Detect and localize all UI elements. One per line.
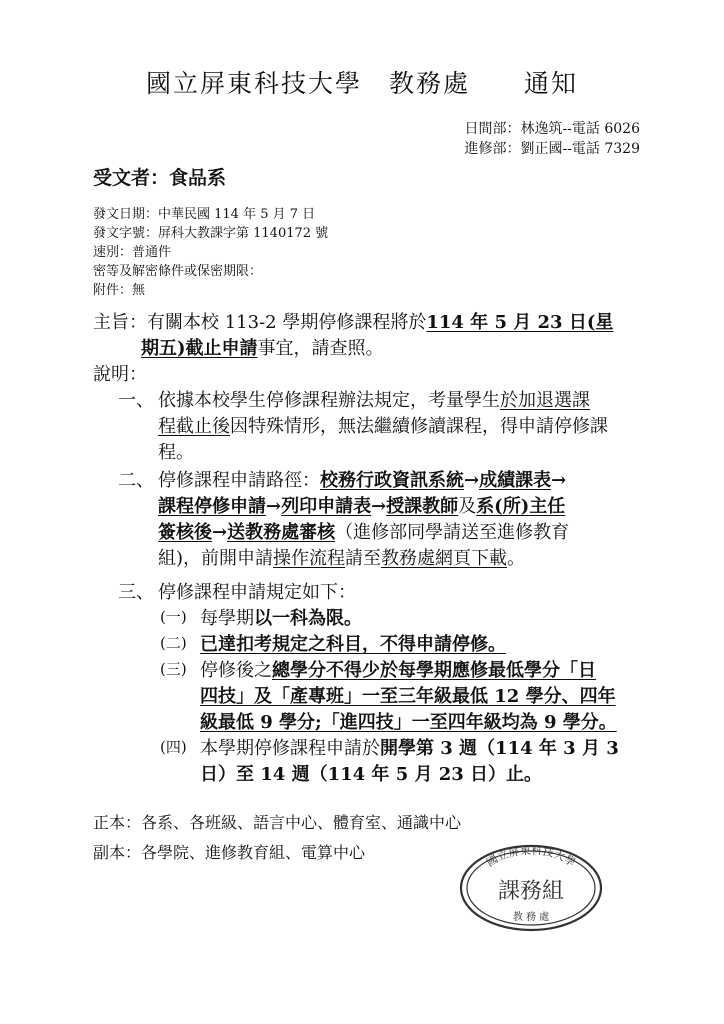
item3-number: 三、 — [118, 582, 154, 603]
subject-text-1a: 主旨：有關本校 113-2 學期停修課程將於 — [93, 312, 427, 333]
item2-line-2 — [158, 492, 565, 518]
item2-text-4e: 。 — [507, 548, 526, 569]
arrow-right-icon: → — [371, 496, 387, 517]
item1-line-1 — [158, 386, 590, 412]
step-withdraw-apply: 課程停修申請 — [158, 496, 266, 517]
rule1-text-a: 每學期 — [200, 608, 254, 629]
arrow-right-icon: → — [212, 522, 228, 543]
rule4-text-a: 本學期停修課程申請於 — [200, 738, 380, 759]
rule3-line-1 — [200, 656, 596, 682]
rule1-number: (一) — [160, 608, 187, 626]
rule3-text-b: 總學分不得少於每學期應修最低學分「日 — [272, 660, 596, 681]
item1-text-1a: 依據本校學生停修課程辦法規定，考量學生 — [158, 390, 500, 411]
rule1-text — [200, 604, 362, 630]
step-grades: 成績課表 — [479, 470, 552, 491]
rule4-line-1 — [200, 734, 619, 760]
item1-text-2a: 程截止後 — [158, 416, 230, 437]
subject-text-2b: 事宜，請查照。 — [257, 338, 384, 359]
step-print-form: 列印申請表 — [281, 496, 372, 517]
item1-text-1b: 於加退選課 — [500, 390, 590, 411]
arrow-right-icon: → — [266, 496, 282, 517]
item1-text-2b: 因特殊情形，無法繼續修讀課程，得申請停修課 — [230, 416, 608, 437]
seal-ring-text: 國立屏東科技大學 — [484, 843, 578, 870]
item1-line-2 — [158, 412, 608, 438]
rule1-text-b: 以一科為限。 — [254, 608, 362, 629]
step-signed: 簽核後 — [158, 522, 212, 543]
rule3-text-a: 停修後之 — [200, 660, 272, 681]
meta-attachment: 附件：無 — [93, 283, 146, 298]
subject-deadline: 114 年 5 月 23 日(星 — [426, 312, 614, 333]
rule3-line-3: 級最低 9 學分;「進四技」一至四年級均為 9 學分。 — [200, 712, 617, 733]
rule3-line-2: 四技」及「產專班」一至三年級最低 12 學分、四年 — [200, 686, 616, 707]
meta-secrecy: 密等及解密條件或保密期限： — [93, 264, 263, 279]
step-academic-review: 送教務處審核 — [227, 522, 336, 543]
subject-deadline-end: 期五)截止申請 — [141, 338, 258, 359]
recipient: 受文者：食品系 — [93, 167, 227, 189]
item3-heading: 停修課程申請規定如下： — [158, 582, 356, 603]
arrow-right-icon: → — [464, 470, 480, 491]
seal-center-text: 課務組 — [497, 879, 565, 904]
step-instructor: 授課教師 — [386, 496, 459, 517]
item2-text-4a: 組)，前開申請 — [158, 548, 274, 569]
page-title: 國立屏東科技大學 教務處 通知 — [145, 69, 578, 98]
rule2-number: (二) — [160, 634, 187, 652]
item1-line-3: 程。 — [158, 442, 194, 463]
contact-night: 進修部：劉正國--電話 7329 — [464, 141, 640, 157]
item2-text-4c: 請至 — [345, 548, 382, 569]
item2-line-4 — [158, 544, 525, 570]
subject-line-2 — [141, 334, 384, 360]
meta-doc-no: 發文字號：屏科大教課字第 1140172 號 — [93, 226, 329, 241]
meta-speed: 速別：普通件 — [93, 245, 172, 260]
rule4-text-b: 開學第 3 週（114 年 3 月 3 — [380, 738, 619, 759]
item2-line-1 — [158, 466, 566, 492]
office-seal-stamp — [456, 840, 606, 932]
meta-date: 發文日期：中華民國 114 年 5 月 7 日 — [93, 207, 316, 222]
item2-line-3 — [158, 518, 569, 544]
rule4-line-2: 日）至 14 週（114 年 5 月 23 日）止。 — [200, 764, 543, 785]
step-student-system: 校務行政資訊系統 — [320, 470, 464, 491]
contact-day: 日間部：林逸筑--電話 6026 — [464, 121, 640, 137]
subject-line-1 — [93, 308, 613, 334]
rule4-number: (四) — [160, 738, 187, 756]
item2-text-3tail: （進修部同學請送至進修教育 — [335, 522, 570, 543]
distribution-original: 正本：各系、各班級、語言中心、體育室、通識中心 — [93, 813, 462, 832]
rule2-text: 已達扣考規定之科目，不得申請停修。 — [200, 634, 506, 655]
explain-label: 說明： — [93, 364, 147, 385]
step-department-head: 系(所)主任 — [476, 496, 566, 517]
distribution-copy: 副本：各學院、進修教育組、電算中心 — [93, 843, 366, 862]
item2-download: 教務處網頁下載 — [381, 548, 508, 569]
item2-procedure: 操作流程 — [273, 548, 346, 569]
arrow-right-icon: → — [551, 470, 567, 491]
rule3-number: (三) — [160, 660, 187, 678]
step-and: 及 — [458, 496, 477, 517]
seal-bottom-text: 教 務 處 — [512, 912, 550, 923]
item1-number: 一、 — [118, 390, 154, 411]
item2-path-label: 停修課程申請路徑： — [158, 470, 320, 491]
item2-number: 二、 — [118, 470, 154, 491]
